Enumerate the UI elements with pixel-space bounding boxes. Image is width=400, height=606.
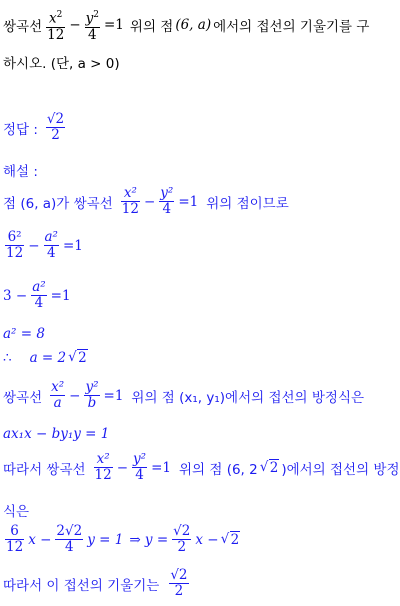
- fraction-y2-4-b: $\frac{\text{y²}}{4}$: [133, 451, 147, 483]
- answer-label: 정답 :: [3, 121, 38, 138]
- solution-line-5: ∴ a = 2 √ 2: [3, 350, 88, 366]
- solution-line-8: 따라서 쌍곡선 $\frac{\text{x²}}{12}$ − $\frac{\text{y²}}{4}$ =1 위의 점 (6, 2 √ 2 )에서의 접선의 방정: [3, 452, 400, 483]
- fraction-y2-4: $\frac{\text{y²}}{4}$: [160, 185, 174, 217]
- fraction-6sq-12: $\frac{\text{6²}}{12}$: [6, 229, 24, 261]
- solution-line-7: ax₁x − by₁y = 1: [3, 426, 110, 442]
- solution-line-2: $\frac{\text{6²}}{12}$ − $\frac{\text{a²}}{4}$ =1: [6, 229, 83, 261]
- question-line-1: 쌍곡선 $\frac{x^2}{12}$ − $\frac{y^2}{4}$ =1 위의 점 (6, a) 에서의 접선의 기울기를 구: [3, 10, 370, 43]
- answer-line: [3, 112, 67, 143]
- fraction-x2-12-b: $\frac{\text{x²}}{12}$: [94, 451, 112, 483]
- sqrt-2-b: √ 2: [260, 460, 280, 476]
- fraction-a2-4-b: $\frac{\text{a²}}{4}$: [32, 279, 46, 311]
- solution-line-4: a² = 8: [3, 326, 45, 342]
- solution-line-9: 식은: [3, 504, 30, 520]
- solution-line-1: 점 (6, a)가 쌍곡선 $\frac{\text{x²}}{12}$ − $\frac{\text{y²}}{4}$ =1 위의 점이므로: [3, 185, 289, 217]
- fraction-x2-12: $\frac{\text{x²}}{12}$: [121, 185, 139, 217]
- fraction-root2-2: $\frac{√2}{2}$: [173, 523, 191, 555]
- solution-line-6: 쌍곡선 $\frac{\text{x²}}{a}$ − $\frac{\text{y²}}{b}$ =1 위의 점 (x₁, y₁)에서의 접선의 방정식은: [3, 379, 365, 411]
- answer-fraction: $\frac{√2}{2}$: [46, 111, 65, 143]
- fraction-6-12: $\frac{6}{12}$: [6, 523, 24, 555]
- fraction-y2-b: $\frac{\text{y²}}{b}$: [85, 379, 99, 411]
- sqrt-2-c: √ 2: [221, 532, 241, 548]
- fraction-x2-a: $\frac{\text{x²}}{a}$: [51, 379, 65, 411]
- solution-line-3: 3 − $\frac{\text{a²}}{4}$ =1: [3, 279, 71, 311]
- question-line-2: 하시오. (단, a > 0): [3, 56, 120, 72]
- solution-line-11: 따라서 이 접선의 기울기는 $\frac{√2}{2}$: [3, 567, 188, 599]
- question-fraction-x: $\frac{x^2}{12}$: [47, 10, 65, 43]
- fraction-2root2-4: $\frac{2√2}{4}$: [56, 523, 83, 555]
- question-word-hyperbola: 쌍곡선: [3, 19, 43, 36]
- solution-label: 해설 :: [3, 164, 38, 180]
- fraction-root2-2-final: $\frac{√2}{2}$: [170, 567, 188, 599]
- solution-line-10: $\frac{6}{12}$ x − $\frac{2√2}{4}$ y = 1 ⇒ y = $\frac{√2}{2}$ x − √ 2: [3, 524, 240, 555]
- fraction-a2-4: $\frac{\text{a²}}{4}$: [44, 229, 58, 261]
- question-fraction-y: $\frac{y^2}{4}$: [85, 10, 99, 43]
- sqrt-2: √ 2: [68, 350, 88, 366]
